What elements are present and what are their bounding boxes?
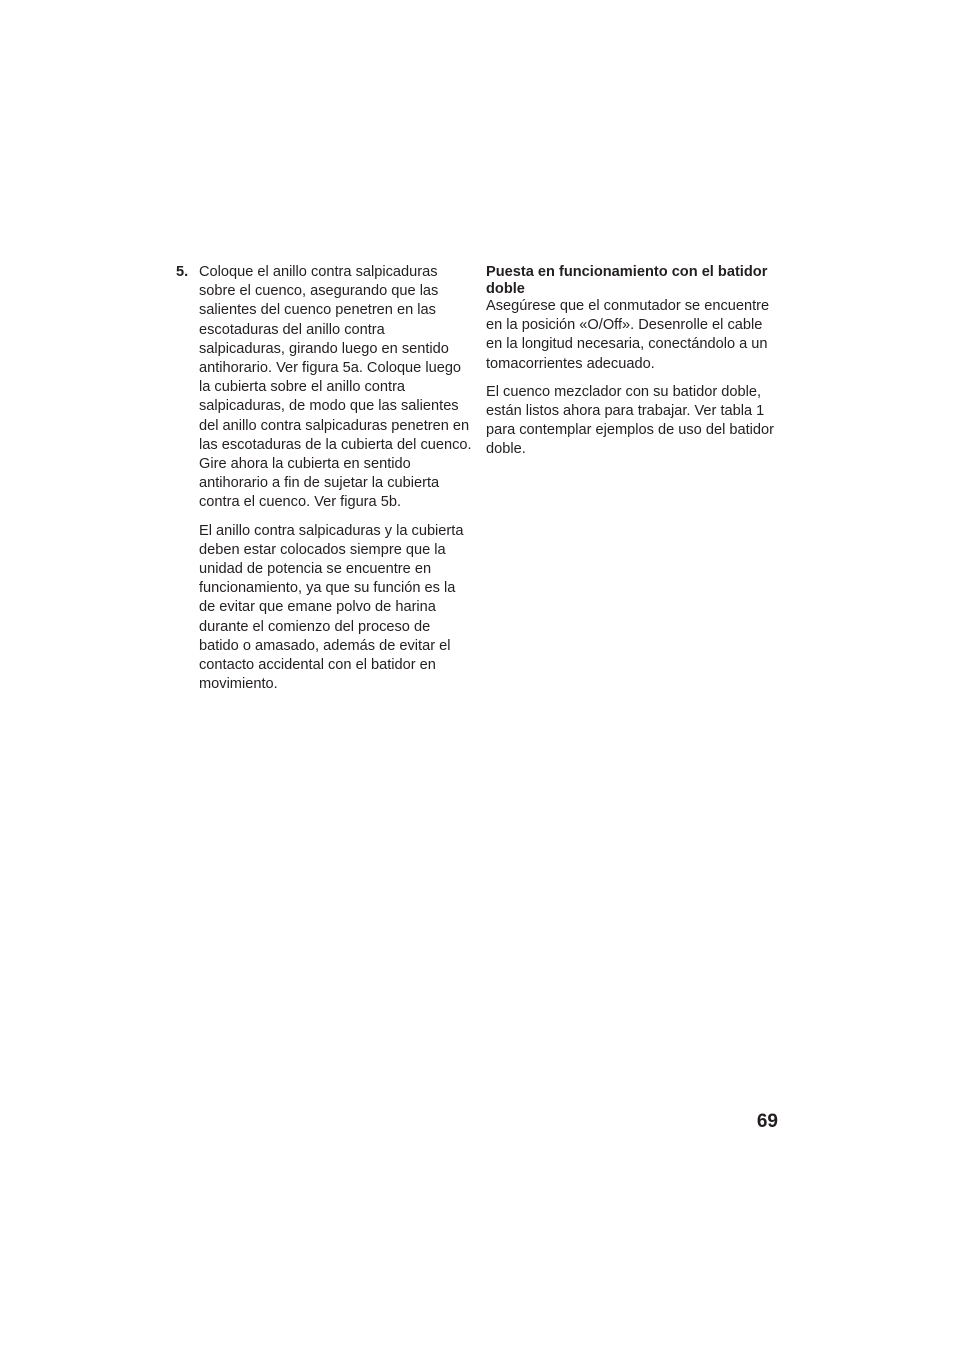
left-column bbox=[176, 263, 472, 694]
page-number: 69 bbox=[756, 1111, 778, 1132]
section-heading: Puesta en funcionamiento con el batidor doble bbox=[486, 264, 768, 297]
step-5 bbox=[176, 263, 472, 694]
section-paragraph-2: El cuenco mezclador con su batidor doble, están listos ahora para trabajar. Ver tabla 1 para contemplar ejemplos de uso del batidor doble. bbox=[486, 383, 774, 458]
step-paragraph-1: Coloque el anillo contra salpicaduras sobre el cuenco, asegurando que las salientes del cuenco penetren en las escotaduras del anillo contra salpicaduras, girando luego en sentido antihorario. Ver figura 5a. Coloque luego la cubierta sobre el anillo contra salpicaduras, de modo que las salientes del anillo contra salpicaduras penetren en las escotaduras de la cubierta del cuenco. Gire ahora la cubierta en sentido antihorario a fin de sujetar la cubierta contra el cuenco. Ver figura 5b. bbox=[199, 264, 472, 511]
step-number: 5. bbox=[176, 264, 189, 280]
step-paragraph-2: El anillo contra salpicaduras y la cubierta deben estar colocados siempre que la unidad de potencia se encuentre en funcionamiento, ya que su función es la de evitar que emane polvo de harina durante el comienzo del proceso de batido o amasado, además de evitar el contacto accidental con el batidor en movimiento. bbox=[199, 522, 464, 693]
right-column bbox=[486, 263, 782, 460]
section-paragraph-1: Asegúrese que el conmutador se encuentre en la posición «O/Off». Desenrolle el cable en la longitud necesaria, conectándolo a un tomacorrientes adecuado. bbox=[486, 298, 770, 372]
